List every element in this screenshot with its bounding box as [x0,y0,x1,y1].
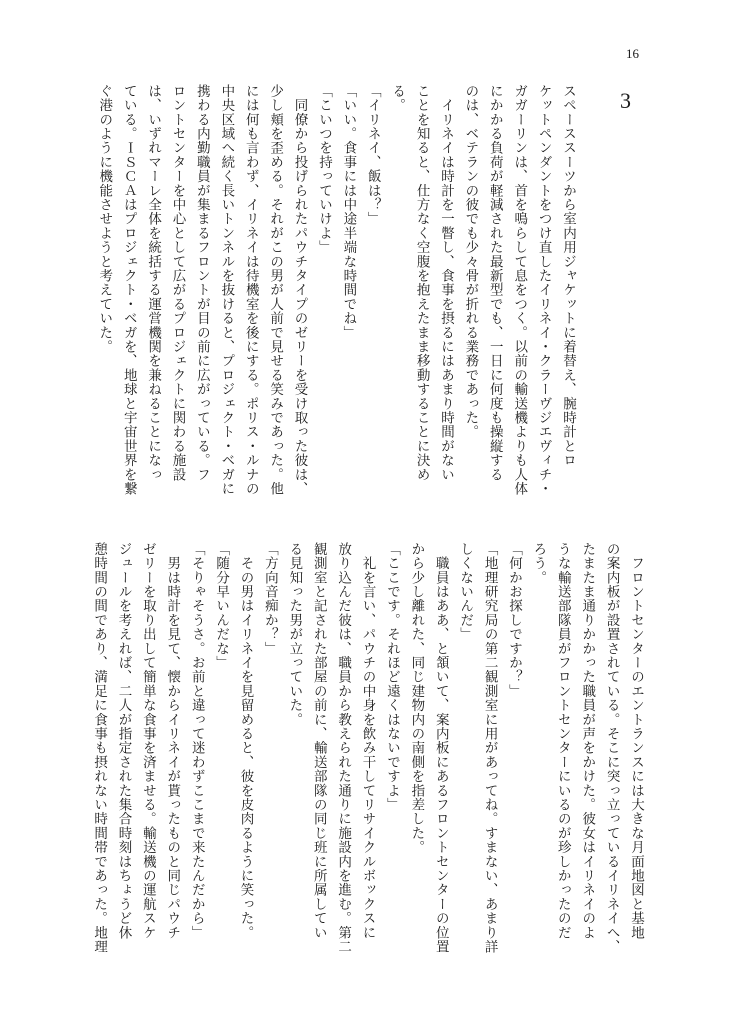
text-line: たまたま通りかかった職員が声をかけた。彼女はイリネイのよ [579,542,596,940]
text-line: から少し離れた、同じ建物内の南側を指差した。 [408,542,425,855]
text-line: イリネイは時計を一瞥し、食事を摂るにはあまり時間がない [437,84,454,482]
text-line: 「地理研究局の第二観測室に用があってね。すまない、あまり詳 [481,542,498,954]
text-line: 携わる内勤職員が集まるフロントが目の前に広がっている。フ [193,84,210,482]
text-line: ガガーリンは、首を鳴らして息をつく。以前の輸送機よりも人体 [511,84,528,496]
text-line: フロントセンターのエントランスには大きな月面地図と基地 [628,542,644,940]
text-line: ことを知ると、仕方なく空腹を抱えたまま移動することに決め [413,84,430,482]
text-line: 同僚から投げられたパウチタイプのゼリーを受け取った彼は、 [291,84,308,496]
text-line: 「そりゃそうさ。お前と違って迷わずここまで来たんだから」 [188,542,205,940]
text-line: ジュールを考えれば、二人が指定された集合時刻はちょうど休 [115,542,132,940]
text-line: 観測室と記された部屋の前に、輸送部隊の同じ班に所属してい [310,542,327,940]
text-line: しくないんだ」 [457,542,474,642]
text-line: 放り込んだ彼は、職員から教えられた通りに施設内を進む。第二 [335,542,352,954]
text-line: 男は時計を見て、懐からイリネイが貰ったものと同じパウチ [164,542,181,940]
chapter-number: 3 [620,88,631,113]
text-line: 礼を言い、パウチの中身を飲み干してリサイクルボックスに [359,542,376,940]
text-line: は、いずれマーレ全体を統括する運営機関を兼ねることになっ [145,84,162,482]
text-line: る。 [389,84,406,113]
text-line: 「イリネイ、飯は？」 [364,84,381,226]
text-line: にかかる負荷が軽減された最新型でも、一日に何度も操縦する [486,84,503,482]
text-line: ぐ港のように機能させようと考えていた。 [96,84,113,354]
text-line: ゼリーを取り出して簡単な食事を済ませる。輸送機の運航スケ [139,542,156,940]
text-line: 「ここです。それほど遠くはないですよ」 [383,542,400,812]
text-line: ろう。 [530,542,547,585]
text-line: 中央区域へ続く長いトンネルを抜けると、プロジェクト・ベガに [218,84,235,496]
text-line: 「こいつを持っていけよ」 [315,84,332,255]
lower-text-block [87,542,648,974]
text-line: 少し頬を歪める。それがこの男が人前で見せる笑みであった。他 [267,84,284,496]
upper-text-block [92,84,580,516]
text-line: その男はイリネイを見留めると、彼を皮肉るように笑った。 [237,542,254,940]
text-line: の案内板が設置されている。そこに突っ立っているイリネイへ、 [603,542,620,954]
text-line: 「方向音痴か？」 [261,542,278,656]
text-line: 憩時間の間であり、満足に食事も摂れない時間帯であった。地理 [91,542,108,954]
text-line: 「随分早いんだな」 [213,542,230,670]
page-number: 16 [626,46,639,61]
text-line: ケットペンダントをつけ直したイリネイ・クラーヴジエヴィチ・ [535,84,552,496]
text-line: には何も言わず、イリネイは待機室を後にする。ポリス・ルナの [242,84,259,496]
text-line: のは、ベテランの彼でも少々骨が折れる業務であった。 [462,84,479,439]
text-line: る見知った男が立っていた。 [286,542,303,727]
text-line: ロントセンターを中心として広がるプロジェクトに関わる施設 [169,84,186,482]
text-line: スペーススーツから室内用ジャケットに着替え、腕時計とロ [560,84,576,468]
text-line: 「何かお探しですか？」 [505,542,522,699]
text-line: 職員はああ、と頷いて、案内板にあるフロントセンターの位置 [432,542,449,954]
text-line: うな輸送部隊員がフロントセンターにいるのが珍しかったのだ [554,542,571,940]
text-line: ている。ＩＳＣＡはプロジェクト・ベガを、地球と宇宙世界を繋 [120,84,137,496]
text-line: 「いい。食事には中途半端な時間でね」 [340,84,357,340]
